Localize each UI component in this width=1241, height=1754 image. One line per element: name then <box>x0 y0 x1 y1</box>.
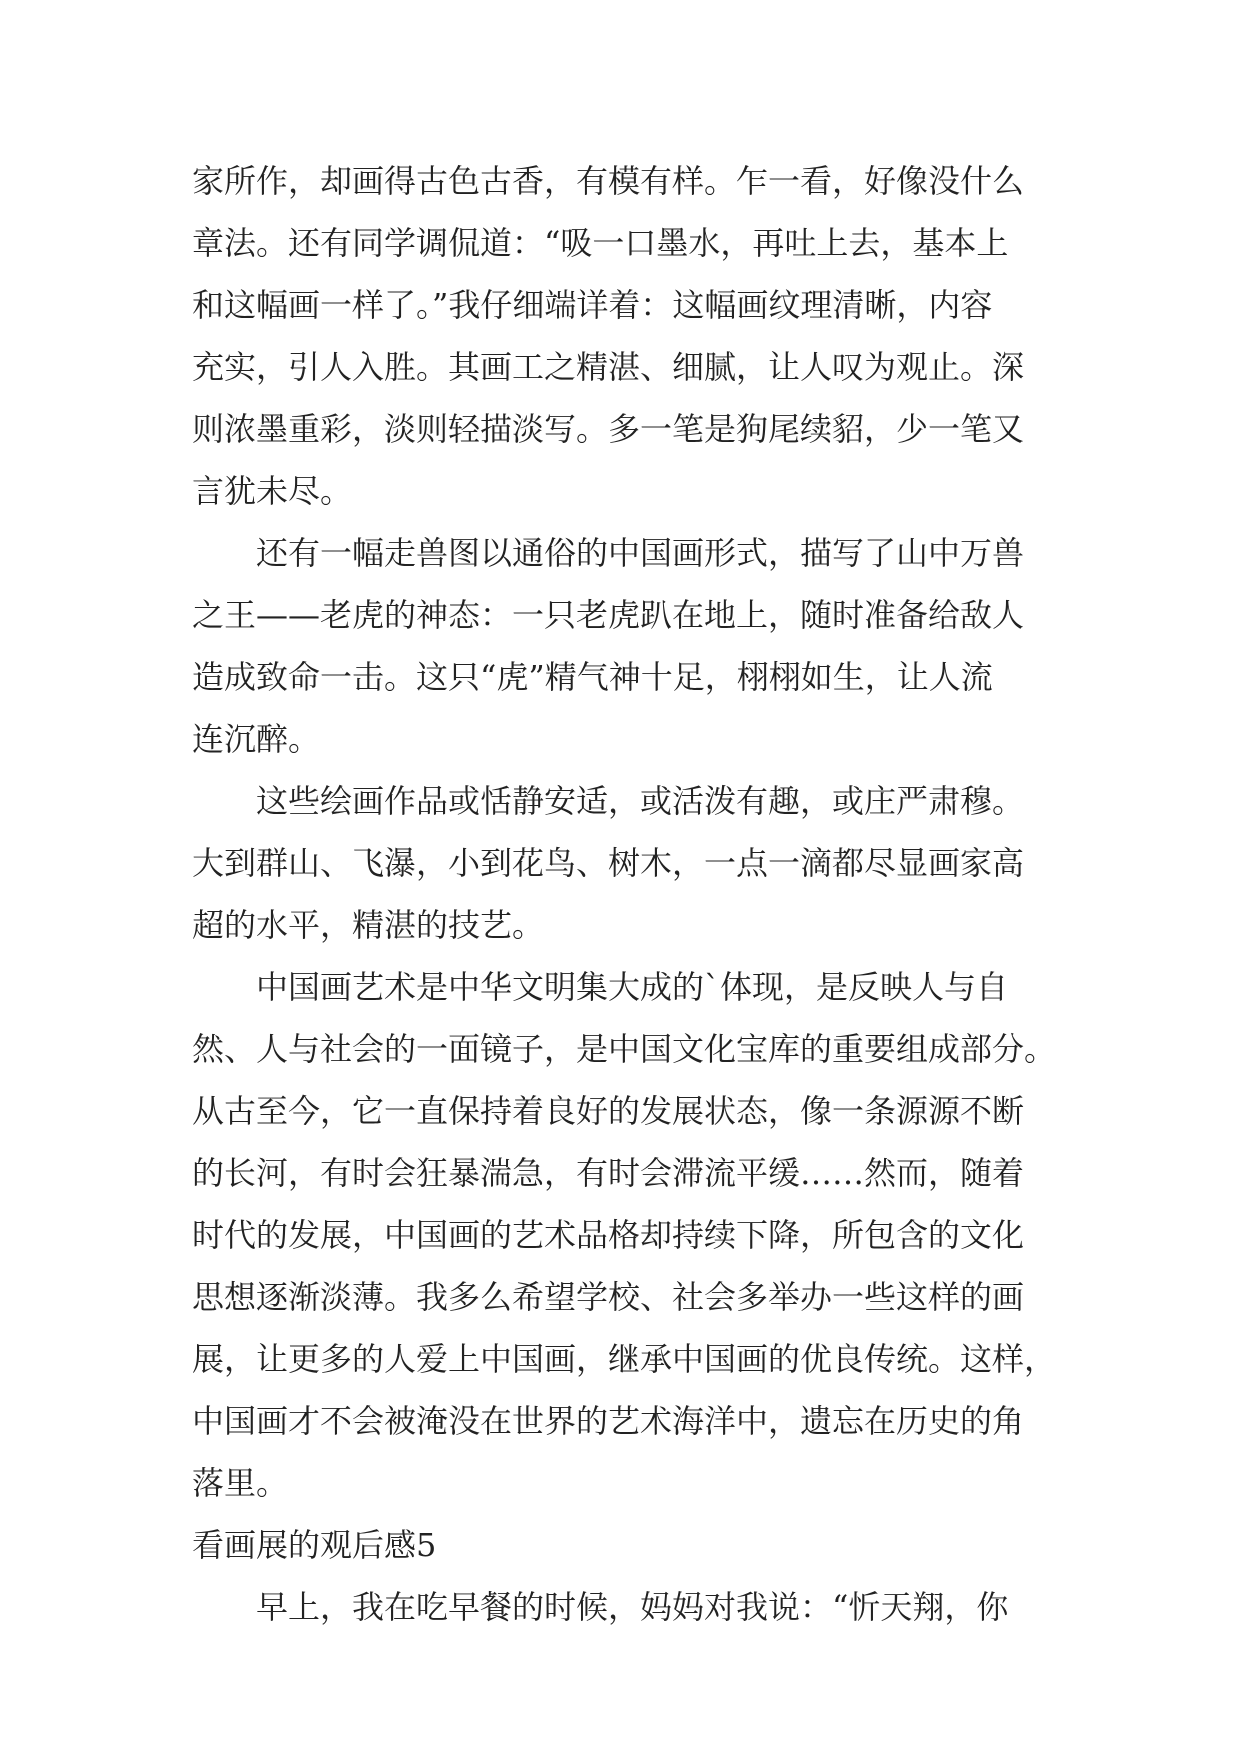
text-line: 中国画才不会被淹没在世界的艺术海洋中，遗忘在历史的角 <box>192 1402 1025 1440</box>
text-line: 连沉醉。 <box>192 720 321 758</box>
text-line: 家所作，却画得古色古香，有模有样。乍一看，好像没什么 <box>192 162 1025 200</box>
document-page <box>192 150 1057 1638</box>
text-line: 早上，我在吃早餐的时候，妈妈对我说：“忻天翔，你 <box>256 1588 1009 1626</box>
text-line: 然、人与社会的一面镜子，是中国文化宝库的重要组成部分。 <box>192 1030 1057 1068</box>
text-line: 从古至今，它一直保持着良好的发展状态，像一条源源不断 <box>192 1092 1025 1130</box>
paragraph-2 <box>192 522 1052 770</box>
text-line: 还有一幅走兽图以通俗的中国画形式，描写了山中万兽 <box>256 534 1025 572</box>
text-line: 时代的发展，中国画的艺术品格却持续下降，所包含的文化 <box>192 1216 1025 1254</box>
text-line: 展，让更多的人爱上中国画，继承中国画的优良传统。这样， <box>192 1340 1057 1378</box>
text-line: 章法。还有同学调侃道：“吸一口墨水，再吐上去，基本上 <box>192 224 1009 262</box>
paragraph-4 <box>192 956 1057 1514</box>
text-line: 之王——老虎的神态：一只老虎趴在地上，随时准备给敌人 <box>192 596 1025 634</box>
text-line: 和这幅画一样了。”我仔细端详着：这幅画纹理清晰，内容 <box>192 286 993 324</box>
text-line: 中国画艺术是中华文明集大成的`体现，是反映人与自 <box>256 968 1009 1006</box>
text-line: 这些绘画作品或恬静安适，或活泼有趣，或庄严肃穆。 <box>256 782 1025 820</box>
paragraph-1 <box>192 150 1052 522</box>
text-line: 则浓墨重彩，淡则轻描淡写。多一笔是狗尾续貂，少一笔又 <box>192 410 1025 448</box>
section-heading: 看画展的观后感5 <box>192 1526 437 1564</box>
paragraph-3 <box>192 770 1052 956</box>
text-line: 落里。 <box>192 1464 289 1502</box>
text-line: 造成致命一击。这只“虎”精气神十足，栩栩如生，让人流 <box>192 658 993 696</box>
text-line: 充实，引人入胜。其画工之精湛、细腻，让人叹为观止。深 <box>192 348 1025 386</box>
text-line: 超的水平，精湛的技艺。 <box>192 906 545 944</box>
paragraph-5 <box>192 1576 1052 1638</box>
text-line: 的长河，有时会狂暴湍急，有时会滞流平缓……然而，随着 <box>192 1154 1025 1192</box>
text-line: 大到群山、飞瀑，小到花鸟、树木，一点一滴都尽显画家高 <box>192 844 1025 882</box>
text-line: 思想逐渐淡薄。我多么希望学校、社会多举办一些这样的画 <box>192 1278 1025 1316</box>
text-line: 言犹未尽。 <box>192 472 353 510</box>
